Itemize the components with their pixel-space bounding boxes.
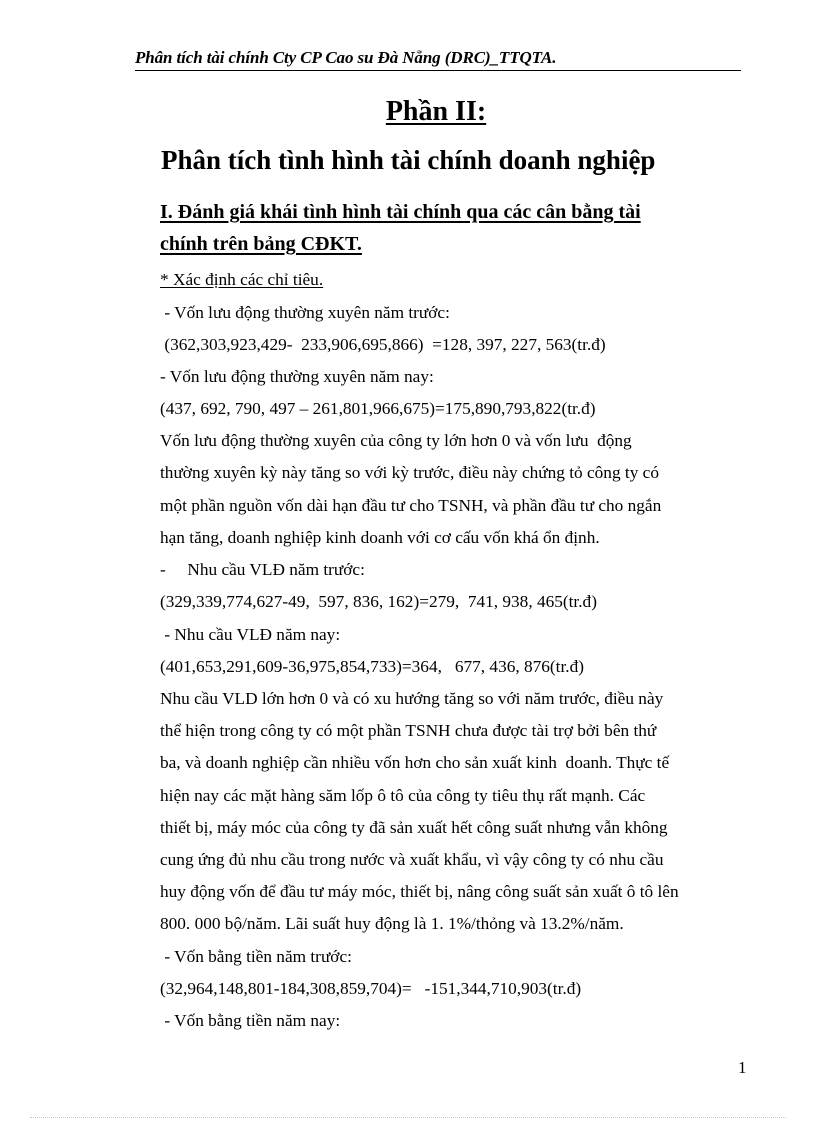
body-line: một phần nguồn vốn dài hạn đầu tư cho TSNH, và phần đầu tư cho ngắn xyxy=(160,496,662,515)
body-line: (401,653,291,609-36,975,854,733)=364, 677, 436, 876(tr.đ) xyxy=(160,657,584,676)
body-line: - Nhu cầu VLĐ năm nay: xyxy=(160,625,341,644)
body-line: hạn tăng, doanh nghiệp kinh doanh với cơ cấu vốn khá ổn định. xyxy=(160,528,600,547)
running-header: Phân tích tài chính Cty CP Cao su Đà Nẵng (DRC)_TTQTA. xyxy=(135,48,557,67)
body-line: (362,303,923,429- 233,906,695,866) =128, 397, 227, 563(tr.đ) xyxy=(160,335,606,354)
body-line: thường xuyên kỳ này tăng so với kỳ trước, điều này chứng tỏ công ty có xyxy=(160,463,659,482)
section-title-line-1: I. Đánh giá khái tình hình tài chính qua các cân bằng tài xyxy=(160,201,641,223)
body-line: (329,339,774,627-49, 597, 836, 162)=279, 741, 938, 465(tr.đ) xyxy=(160,592,597,611)
header-divider xyxy=(135,70,741,71)
body-line: - Nhu cầu VLĐ năm trước: xyxy=(160,560,365,579)
body-line: thể hiện trong công ty có một phần TSNH chưa được tài trợ bởi bên thứ xyxy=(160,721,657,740)
body-line: ba, và doanh nghiệp cần nhiều vốn hơn cho sản xuất kinh doanh. Thực tế xyxy=(160,753,670,772)
part-title: Phần II: xyxy=(385,96,487,127)
body-line: (437, 692, 790, 497 – 261,801,966,675)=175,890,793,822(tr.đ) xyxy=(160,399,596,418)
body-line: (32,964,148,801-184,308,859,704)= -151,344,710,903(tr.đ) xyxy=(160,979,582,998)
subheading: * Xác định các chỉ tiêu. xyxy=(160,270,324,289)
body-line: - Vốn lưu động thường xuyên năm trước: xyxy=(160,303,450,322)
body-line: 800. 000 bộ/năm. Lãi suất huy động là 1. 1%/thỏng và 13.2%/năm. xyxy=(160,914,624,933)
section-title-line-2: chính trên bảng CĐKT. xyxy=(160,233,362,255)
body-line: thiết bị, máy móc của công ty đã sản xuất hết công suất nhưng vẫn không xyxy=(160,818,668,837)
body-line: Nhu cầu VLD lớn hơn 0 và có xu hướng tăng so với năm trước, điều này xyxy=(160,689,664,708)
body-line: - Vốn lưu động thường xuyên năm nay: xyxy=(160,367,434,386)
chapter-title: Phân tích tình hình tài chính doanh nghiệp xyxy=(161,145,656,175)
body-line: huy động vốn để đầu tư máy móc, thiết bị, nâng công suất sản xuất ô tô lên xyxy=(160,882,679,901)
page-number: 1 xyxy=(738,1058,747,1077)
body-line: - Vốn bằng tiền năm nay: xyxy=(160,1011,341,1030)
body-line: hiện nay các mặt hàng săm lốp ô tô của công ty tiêu thụ rất mạnh. Các xyxy=(160,786,646,805)
body-line: - Vốn bằng tiền năm trước: xyxy=(160,947,352,966)
page-bottom-border xyxy=(30,1117,786,1118)
body-line: cung ứng đủ nhu cầu trong nước và xuất khẩu, vì vậy công ty có nhu cầu xyxy=(160,850,664,869)
body-line: Vốn lưu động thường xuyên của công ty lớn hơn 0 và vốn lưu động xyxy=(160,431,632,450)
